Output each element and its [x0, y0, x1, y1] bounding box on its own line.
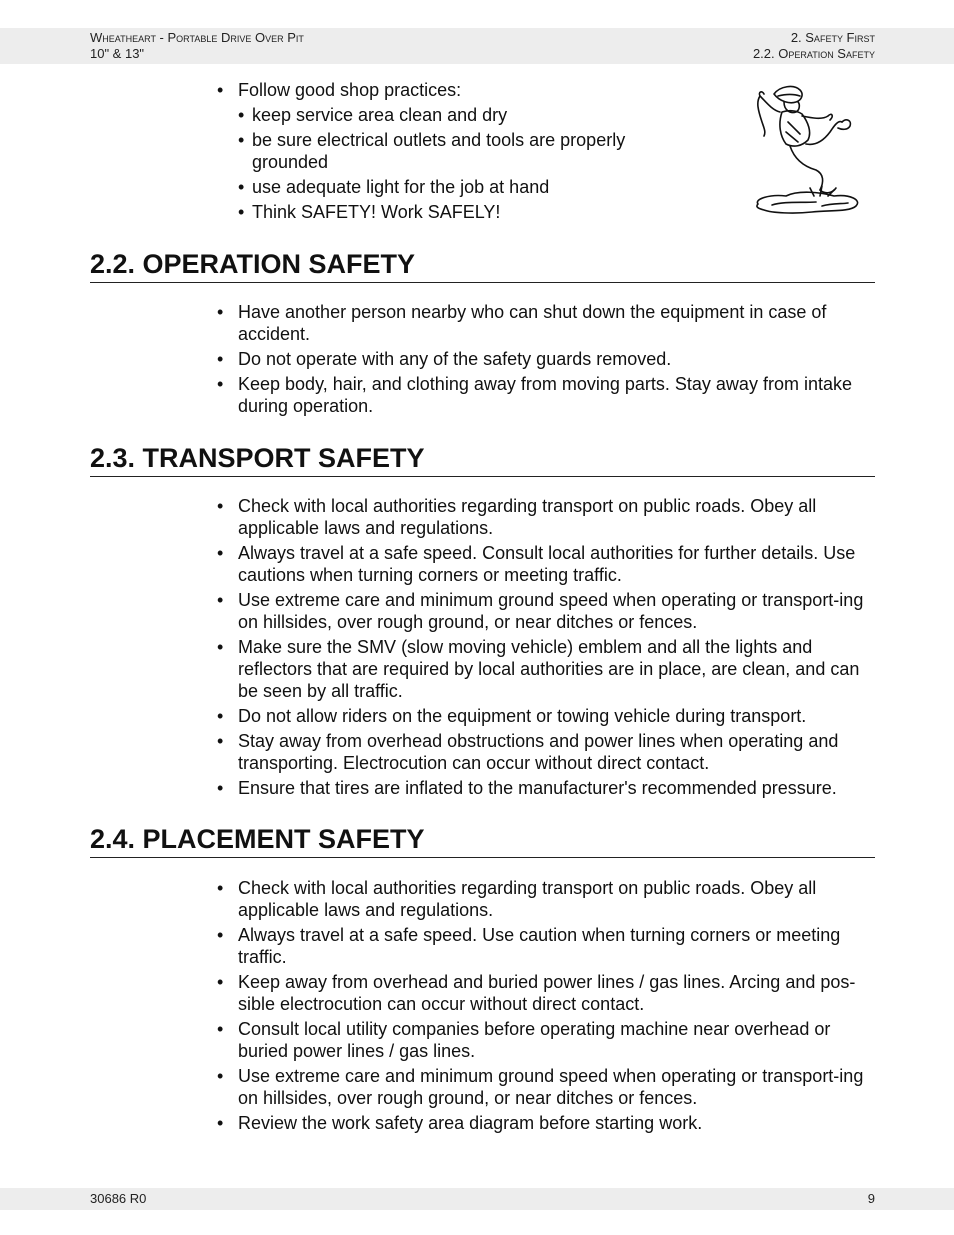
document-number: 30686 R0 [90, 1191, 147, 1206]
transport-safety-list [217, 495, 877, 802]
list-item: • Use extreme care and minimum ground speed when operating or transport-ing on hillsides, over rough ground, or near ditches or fences. [217, 1065, 877, 1109]
list-item: • Do not allow riders on the equipment or towing vehicle during transport. [217, 705, 877, 727]
slipping-worker-illustration [750, 82, 865, 217]
list-item: • Always travel at a safe speed. Use caution when turning corners or meeting traffic. [217, 924, 877, 968]
list-item: • Think SAFETY! Work SAFELY! [238, 201, 668, 223]
header-left [90, 30, 304, 62]
list-item: • Consult local utility companies before operating machine near overhead or buried power lines / gas lines. [217, 1018, 877, 1062]
list-item: • Stay away from overhead obstructions and power lines when operating and transporting. Electrocution can occur without direct contact. [217, 730, 877, 774]
operation-safety-list [217, 301, 877, 420]
list-item: • Check with local authorities regarding transport on public roads. Obey all applicable laws and regulations. [217, 877, 877, 921]
section-title: 2.2. Operation Safety [752, 46, 875, 61]
list-item: • use adequate light for the job at hand [238, 176, 668, 198]
section-heading: 2.4. PLACEMENT SAFETY [90, 822, 875, 858]
manual-title: Wheatheart - Portable Drive Over Pit [90, 30, 304, 45]
list-item: • keep service area clean and dry [238, 104, 668, 126]
placement-safety-list [217, 877, 877, 1137]
section-heading: 2.3. TRANSPORT SAFETY [90, 441, 875, 477]
chapter-title: 2. Safety First [790, 30, 875, 45]
list-item: • Do not operate with any of the safety guards removed. [217, 348, 877, 370]
list-item: • Ensure that tires are inflated to the manufacturer's recommended pressure. [217, 777, 877, 799]
section-heading: 2.2. OPERATION SAFETY [90, 247, 875, 283]
model-sizes: 10" & 13" [90, 46, 145, 61]
list-item: • Review the work safety area diagram before starting work. [217, 1112, 877, 1134]
shop-practices-sublist [238, 104, 668, 223]
header-right [753, 30, 875, 62]
shop-practices-lead: Follow good shop practices: [238, 80, 462, 100]
page-footer [0, 1188, 954, 1210]
list-item: • Use extreme care and minimum ground speed when operating or transport-ing on hillsides, over rough ground, or near ditches or fences. [217, 589, 877, 633]
list-item: • Make sure the SMV (slow moving vehicle) emblem and all the lights and reflectors that are required by local authorities are in place, are clean, and can be seen by all traffic. [217, 636, 877, 702]
page-number: 9 [867, 1191, 875, 1206]
list-item: • Have another person nearby who can shut down the equipment in case of accident. [217, 301, 877, 345]
list-item: • Keep away from overhead and buried power lines / gas lines. Arcing and pos-sible electrocution can occur without direct contact. [217, 971, 877, 1015]
list-item: • be sure electrical outlets and tools are properly grounded [238, 129, 668, 173]
page-header [0, 28, 954, 64]
list-item: • Check with local authorities regarding transport on public roads. Obey all applicable laws and regulations. [217, 495, 877, 539]
list-item: • Always travel at a safe speed. Consult local authorities for further details. Use cautions when turning corners or meeting traffic. [217, 542, 877, 586]
list-item: • Keep body, hair, and clothing away from moving parts. Stay away from intake during operation. [217, 373, 877, 417]
